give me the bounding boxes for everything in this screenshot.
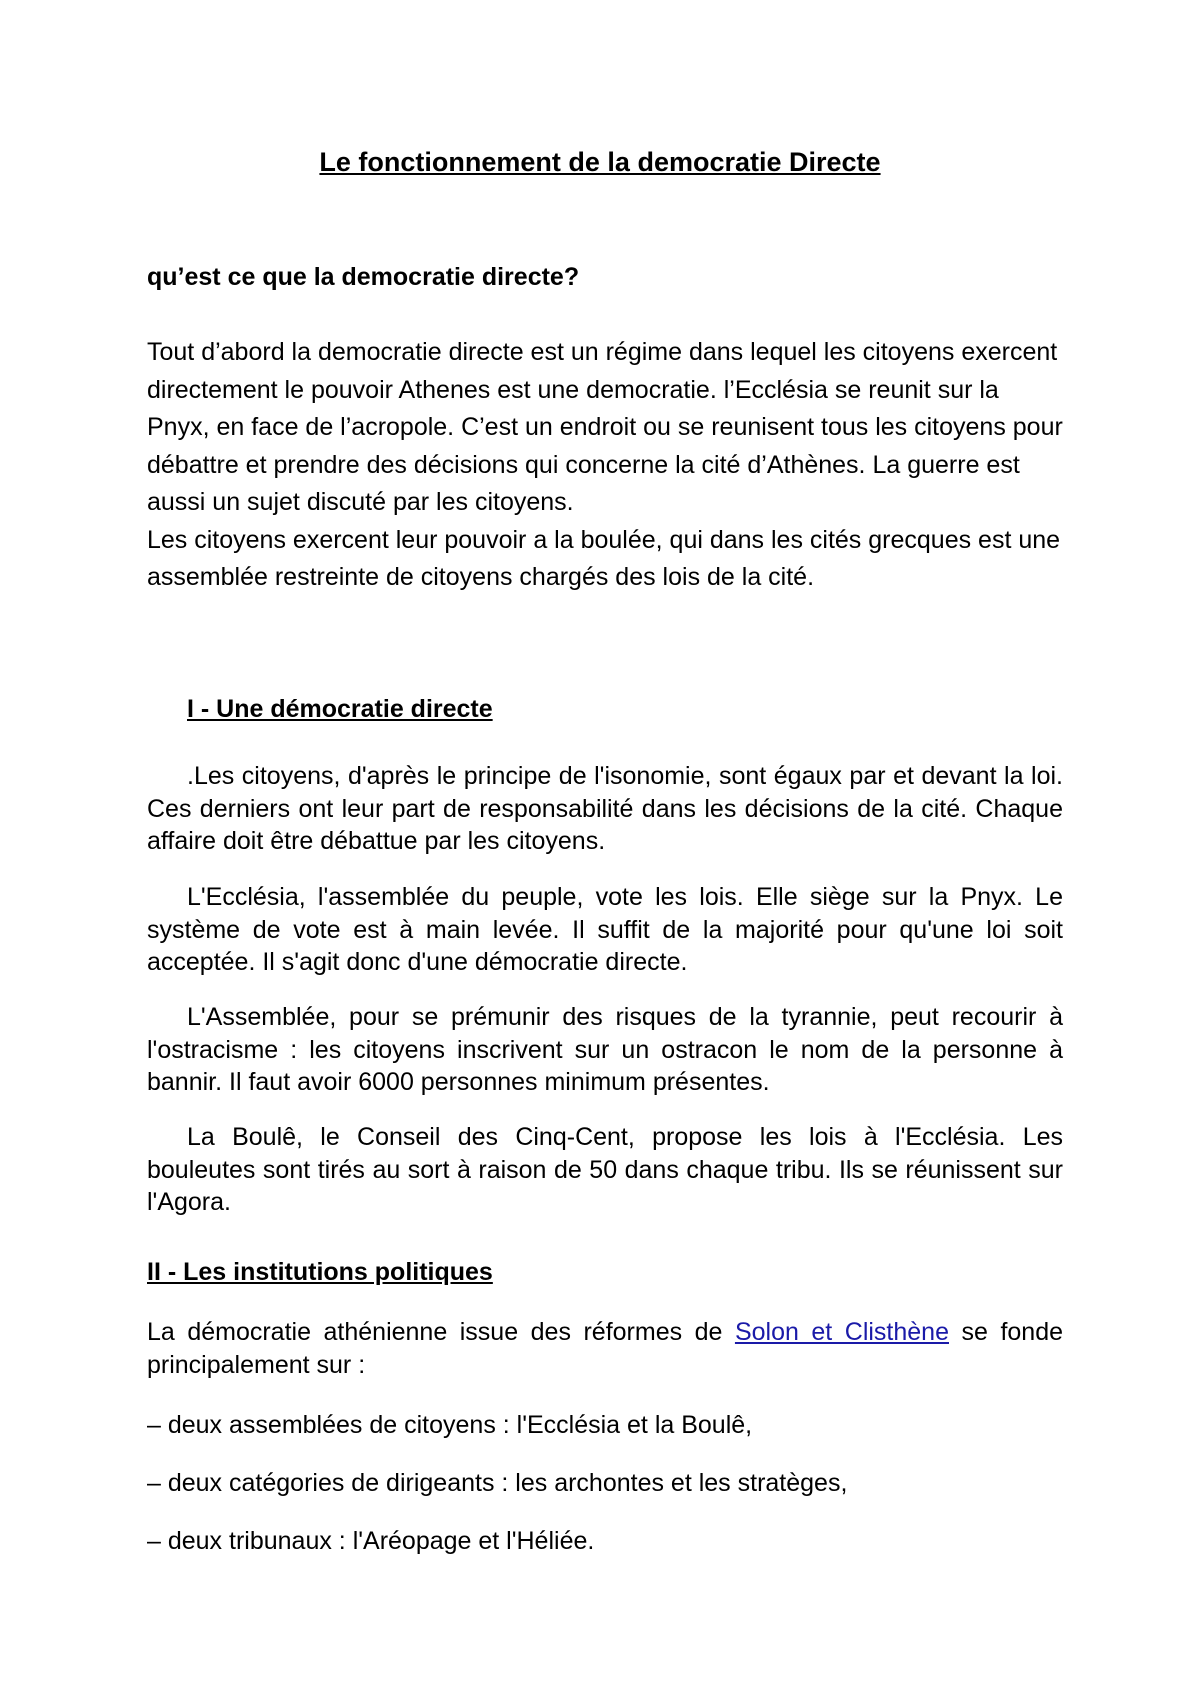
intro-text xyxy=(147,334,1067,597)
intro-paragraph: Tout d’abord la democratie directe est un régime dans lequel les citoyens exercent directement le pouvoir Athenes est une democratie. l’Ecclésia se reunit sur la Pnyx, en face de l’acropole. C’est un endroit ou se reunisent tous les citoyens pour débattre et prendre des décisions qui concerne la cité d’Athènes. La guerre est aussi un sujet discuté par les citoyens. xyxy=(147,338,1063,516)
list-item: – deux tribunaux : l'Aréopage et l'Héliée. xyxy=(147,1527,595,1555)
list-item: – deux assemblées de citoyens : l'Ecclésia et la Boulê, xyxy=(147,1411,753,1439)
section-heading-democratie-directe: I - Une démocratie directe xyxy=(187,695,493,723)
intro-text-before-link: La démocratie athénienne issue des réformes de xyxy=(147,1318,735,1346)
section-2-intro xyxy=(147,1316,1063,1381)
intro-text-after-link: se fonde principalement sur : xyxy=(147,1318,1063,1379)
page-title: Le fonctionnement de la democratie Directe xyxy=(319,147,881,177)
intro-paragraph: Les citoyens exercent leur pouvoir a la boulée, qui dans les cités grecques est une assemblée restreinte de citoyens chargés des lois de la cité. xyxy=(147,525,1061,591)
section-1-paragraph: L'Assemblée, pour se prémunir des risques de la tyrannie, peut recourir à l'ostracisme : les citoyens inscrivent sur un ostracon le nom de la personne à bannir. Il faut avoir 6000 personnes minimum présentes. xyxy=(147,1003,1063,1096)
section-1-paragraph: .Les citoyens, d'après le principe de l'isonomie, sont égaux par et devant la loi. Ces derniers ont leur part de responsabilité dans les décisions de la cité. Chaque affaire doit être débattue par les citoyens. xyxy=(147,762,1063,855)
question-heading: qu’est ce que la democratie directe? xyxy=(147,263,580,291)
list-item: – deux catégories de dirigeants : les archontes et les stratèges, xyxy=(147,1469,848,1497)
solon-clisthene-link[interactable]: Solon et Clisthène xyxy=(734,1318,949,1346)
section-1-paragraph: L'Ecclésia, l'assemblée du peuple, vote les lois. Elle siège sur la Pnyx. Le système de vote est à main levée. Il suffit de la majorité pour qu'une loi soit acceptée. Il s'agit donc d'une démocratie directe. xyxy=(147,883,1063,976)
section-1-paragraph: La Boulê, le Conseil des Cinq-Cent, propose les lois à l'Ecclésia. Les bouleutes sont tirés au sort à raison de 50 dans chaque tribu. Ils se réunissent sur l'Agora. xyxy=(147,1123,1063,1216)
section-heading-institutions: II - Les institutions politiques xyxy=(147,1258,493,1286)
